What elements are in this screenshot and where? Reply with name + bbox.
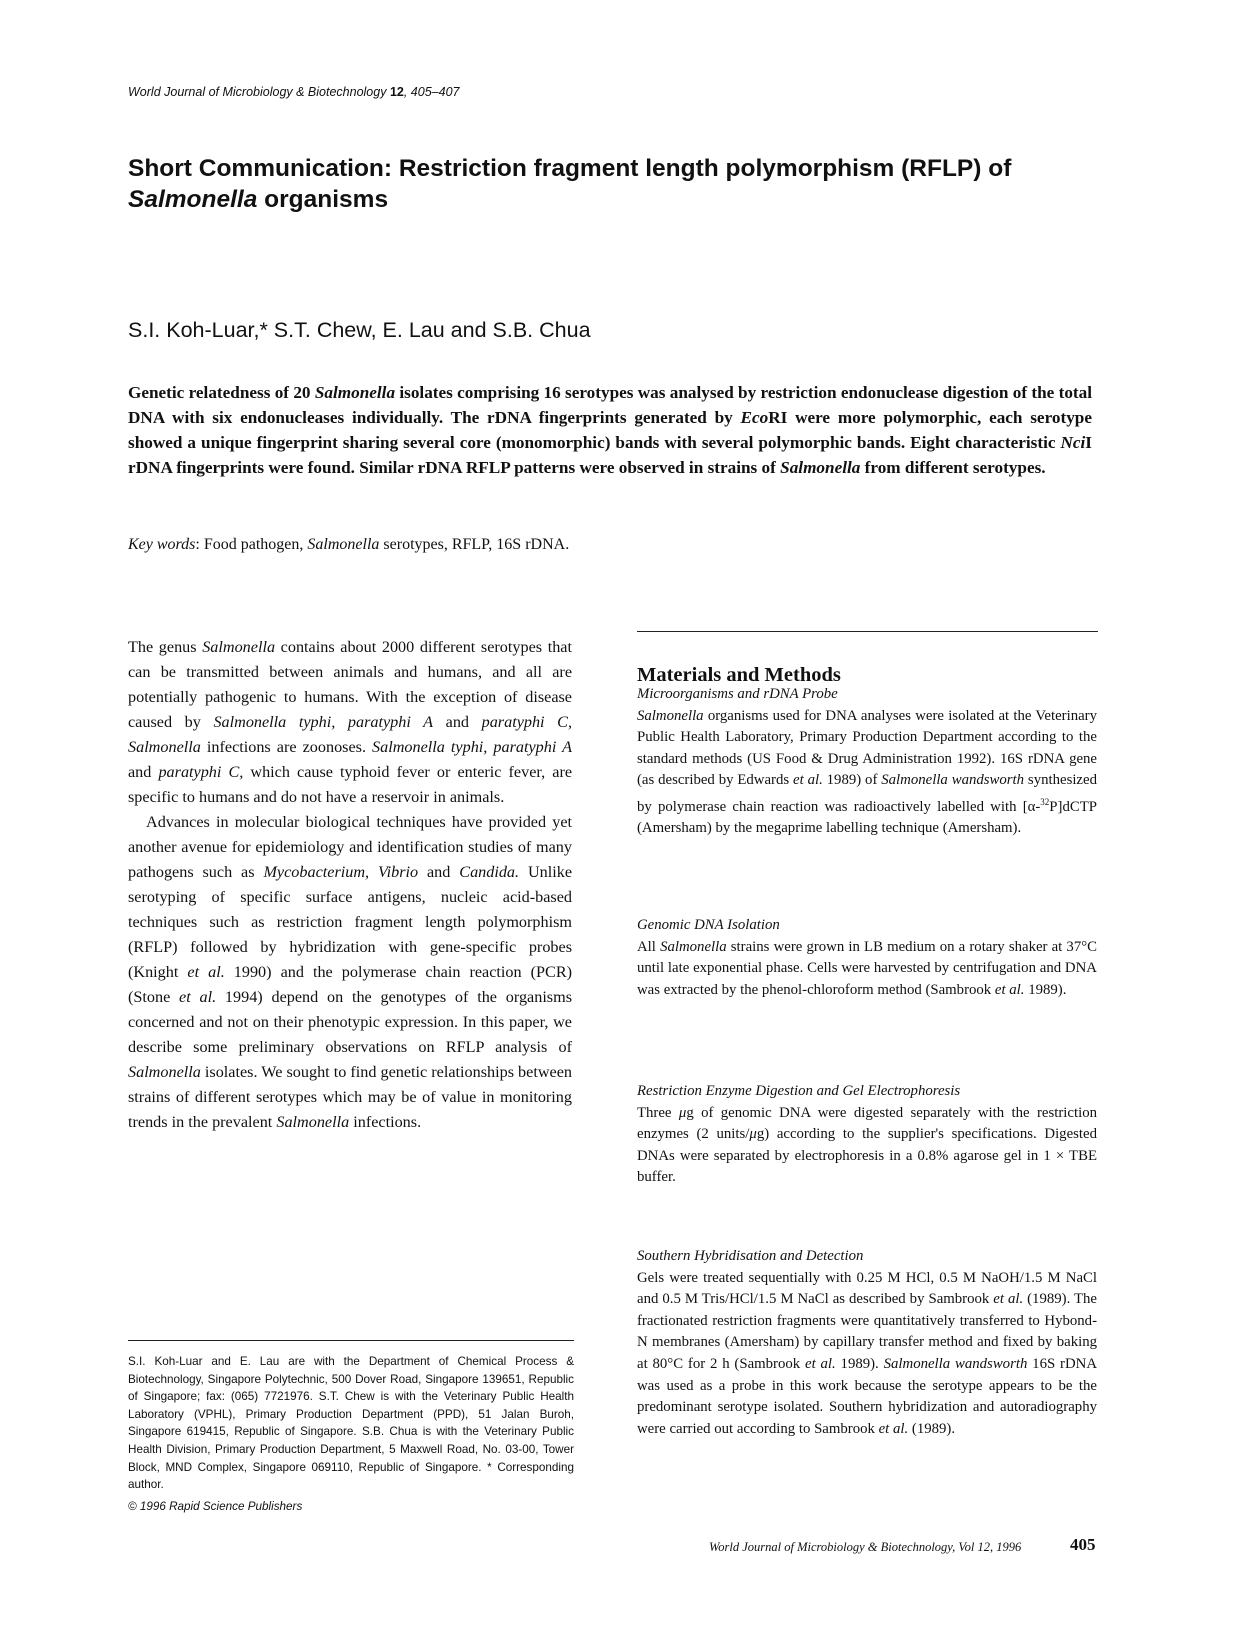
journal-pages: , 405–407 [403, 85, 460, 99]
copyright-notice: © 1996 Rapid Science Publishers [128, 1500, 303, 1513]
subsection-body: All Salmonella strains were grown in LB medium on a rotary shaker at 37°C until late exponential phase. Cells were harvested by centrifugation and DNA was extracted by the phenol-chloroform method (Sambrook et al. 1989). [637, 938, 1098, 998]
introduction [128, 635, 572, 1135]
journal-header [128, 85, 459, 99]
subsection-restriction-digestion [637, 1081, 1097, 1189]
title-line-2: Salmonella organisms [128, 186, 389, 213]
subsection-southern-hybridisation [637, 1246, 1097, 1440]
subsection-body: Gels were treated sequentially with 0.25 M HCl, 0.5 M NaOH/1.5 M NaCl and 0.5 M Tris/HCl/1.5 M NaCl as described by Sambrook et al. (1989). The fractionated restriction fragments were quantitatively transferred to Hybond-N membranes (Amersham) by capillary transfer method and fixed by baking at 80°C for 2 h (Sambrook et al. 1989). Salmonella wandsworth 16S rDNA was used as a probe in this work because the serotype appears to be the predominant serotype isolated. Southern hybridization and autoradiography were carried out according to Sambrook et al. (1989). [637, 1269, 1098, 1437]
subsection-title: Southern Hybridisation and Detection [637, 1248, 864, 1264]
author-affiliations-footnote: S.I. Koh-Luar and E. Lau are with the Department of Chemical Process & Biotechnology, Singapore Polytechnic, 500 Dover Road, Singapore 139651, Republic of Singapore; fax: (065) 7721976. S.T. Chew is with the Veterinary Public Health Laboratory (VPHL), Primary Production Department (PPD), 51 Jalan Buroh, Singapore 619415, Republic of Singapore. S.B. Chua is with the Veterinary Public Health Division, Primary Production Department, 5 Maxwell Road, No. 03-00, Tower Block, MND Complex, Singapore 069110, Republic of Singapore. * Corresponding author. [128, 1355, 574, 1492]
subsection-title: Genomic DNA Isolation [637, 917, 780, 933]
subsection-genomic-dna [637, 915, 1097, 1001]
subsection-microorganisms [637, 684, 1097, 840]
title-line-1: Short Communication: Restriction fragment length polymorphism (RFLP) of [128, 155, 1012, 182]
journal-name: World Journal of Microbiology & Biotechnology [128, 85, 387, 99]
subsection-title: Restriction Enzyme Digestion and Gel Electrophoresis [637, 1083, 961, 1099]
section-heading-methods: Materials and Methods [637, 664, 841, 686]
paper-title [128, 153, 1128, 215]
keywords: Key words: Food pathogen, Salmonella serotypes, RFLP, 16S rDNA. [128, 536, 570, 553]
subsection-body: Three μg of genomic DNA were digested separately with the restriction enzymes (2 units/μg) according to the supplier's specifications. Digested DNAs were separated by electrophoresis in a 0.8% agarose gel in 1 × TBE buffer. [637, 1104, 1097, 1186]
author-list: S.I. Koh-Luar,* S.T. Chew, E. Lau and S.B. Chua [128, 318, 591, 342]
subsection-title: Microorganisms and rDNA Probe [637, 686, 838, 702]
intro-paragraph-2: Advances in molecular biological techniques have provided yet another avenue for epidemiology and identification studies of many pathogens such as Mycobacterium, Vibrio and Candida. Unlike serotyping of specific surface antigens, nucleic acid-based techniques such as restriction fragment length polymorphism (RFLP) followed by hybridization with gene-specific probes (Knight et al. 1990) and the polymerase chain reaction (PCR) (Stone et al. 1994) depend on the genotypes of the organisms concerned and not on their phenotypic expression. In this paper, we describe some preliminary observations on RFLP analysis of Salmonella isolates. We sought to find genetic relationships between strains of different serotypes which may be of value in monitoring trends in the prevalent Salmonella infections. [128, 813, 573, 1131]
journal-volume: 12 [389, 85, 404, 99]
footnote-divider [128, 1340, 574, 1341]
keywords-label: Key words [128, 536, 196, 553]
footer-journal-citation: World Journal of Microbiology & Biotechnology, Vol 12, 1996 [709, 1540, 1022, 1554]
subsection-body: Salmonella organisms used for DNA analyses were isolated at the Veterinary Public Health Laboratory, Primary Production Department according to the standard methods (US Food & Drug Administration 1992). 16S rDNA gene (as described by Edwards et al. 1989) of Salmonella wandsworth synthesized by polymerase chain reaction was radioactively labelled with [α-$^{32}$P]dCTP (Amersham) by the megaprime labelling technique (Amersham). [637, 707, 1097, 837]
column-divider [637, 631, 1098, 632]
intro-paragraph-1: The genus Salmonella contains about 2000 different serotypes that can be transmitted between animals and humans, and all are potentially pathogenic to humans. With the exception of disease caused by Salmonella typhi, paratyphi A and paratyphi C, Salmonella infections are zoonoses. Salmonella typhi, paratyphi A and paratyphi C, which cause typhoid fever or enteric fever, are specific to humans and do not have a reservoir in animals. [128, 638, 573, 806]
abstract: Genetic relatedness of 20 Salmonella isolates comprising 16 serotypes was analysed by restriction endonuclease digestion of the total DNA with six endonucleases individually. The rDNA fingerprints generated by EcoRI were more polymorphic, each serotype showed a unique fingerprint sharing several core (monomorphic) bands with several polymorphic bands. Eight characteristic NciI rDNA fingerprints were found. Similar rDNA RFLP patterns were observed in strains of Salmonella from different serotypes. [128, 383, 1093, 477]
page-number: 405 [1070, 1535, 1096, 1554]
